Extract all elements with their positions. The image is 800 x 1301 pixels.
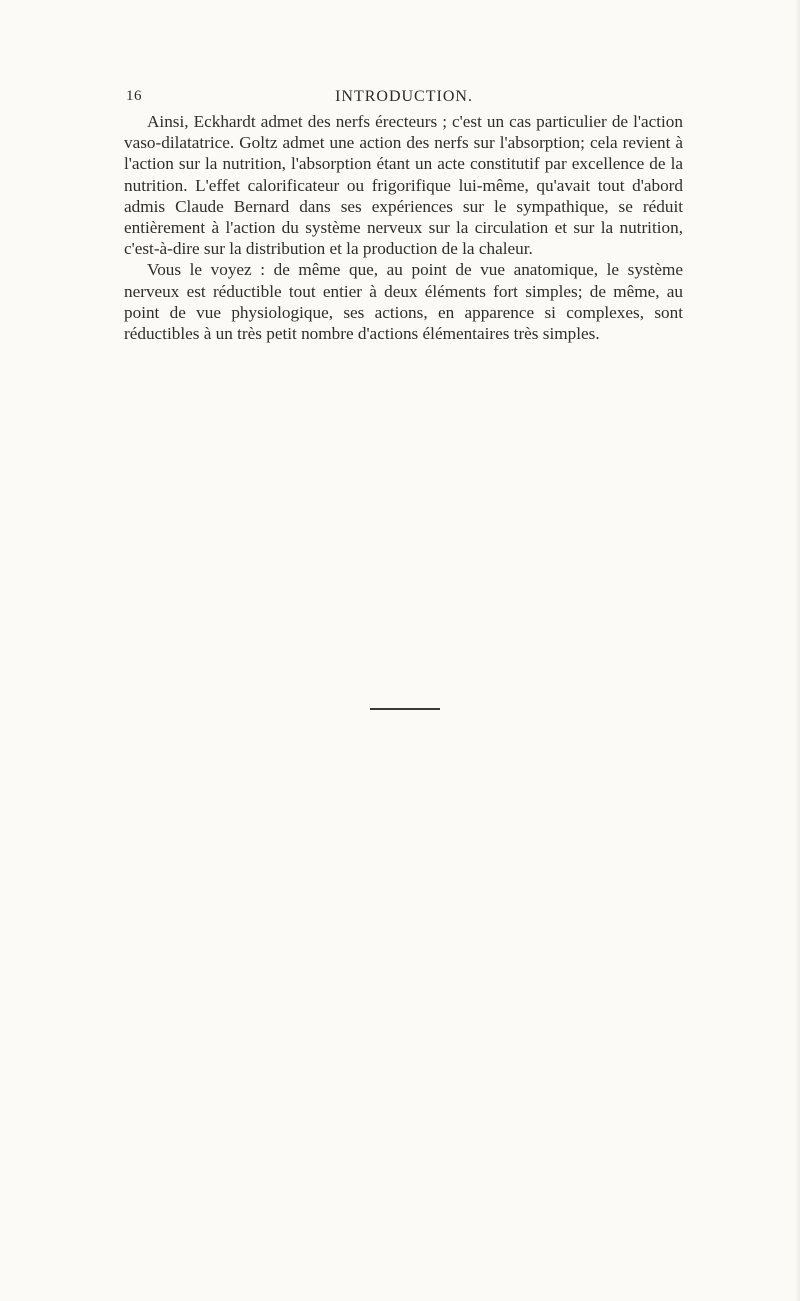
running-head — [126, 88, 682, 110]
page-edge-shadow — [795, 0, 800, 1301]
section-title: INTRODUCTION. — [335, 88, 473, 105]
body-text — [124, 111, 683, 344]
paragraph-1: Ainsi, Eckhardt admet des nerfs érecteurs ; c'est un cas particulier de l'action vaso-dilatatrice. Goltz admet une action des nerfs sur l'absorption; cela revient à l'action sur la nutrition, l'absorption étant un acte constitutif par excellence de la nutrition. L'effet calorificateur ou frigorifique lui-même, qu'avait tout d'abord admis Claude Bernard dans ses expériences sur le sympathique, se réduit entièrement à l'action du système nerveux sur la circulation et sur la nutrition, c'est-à-dire sur la distribution et la production de la chaleur. — [124, 112, 683, 259]
section-separator-rule — [370, 708, 440, 710]
page-number: 16 — [126, 88, 142, 104]
paragraph-2: Vous le voyez : de même que, au point de vue anatomique, le système nerveux est réductible tout entier à deux éléments fort simples; de même, au point de vue physiologique, ses actions, en apparence si complexes, sont réductibles à un très petit nombre d'actions élémentaires très simples. — [124, 260, 683, 344]
